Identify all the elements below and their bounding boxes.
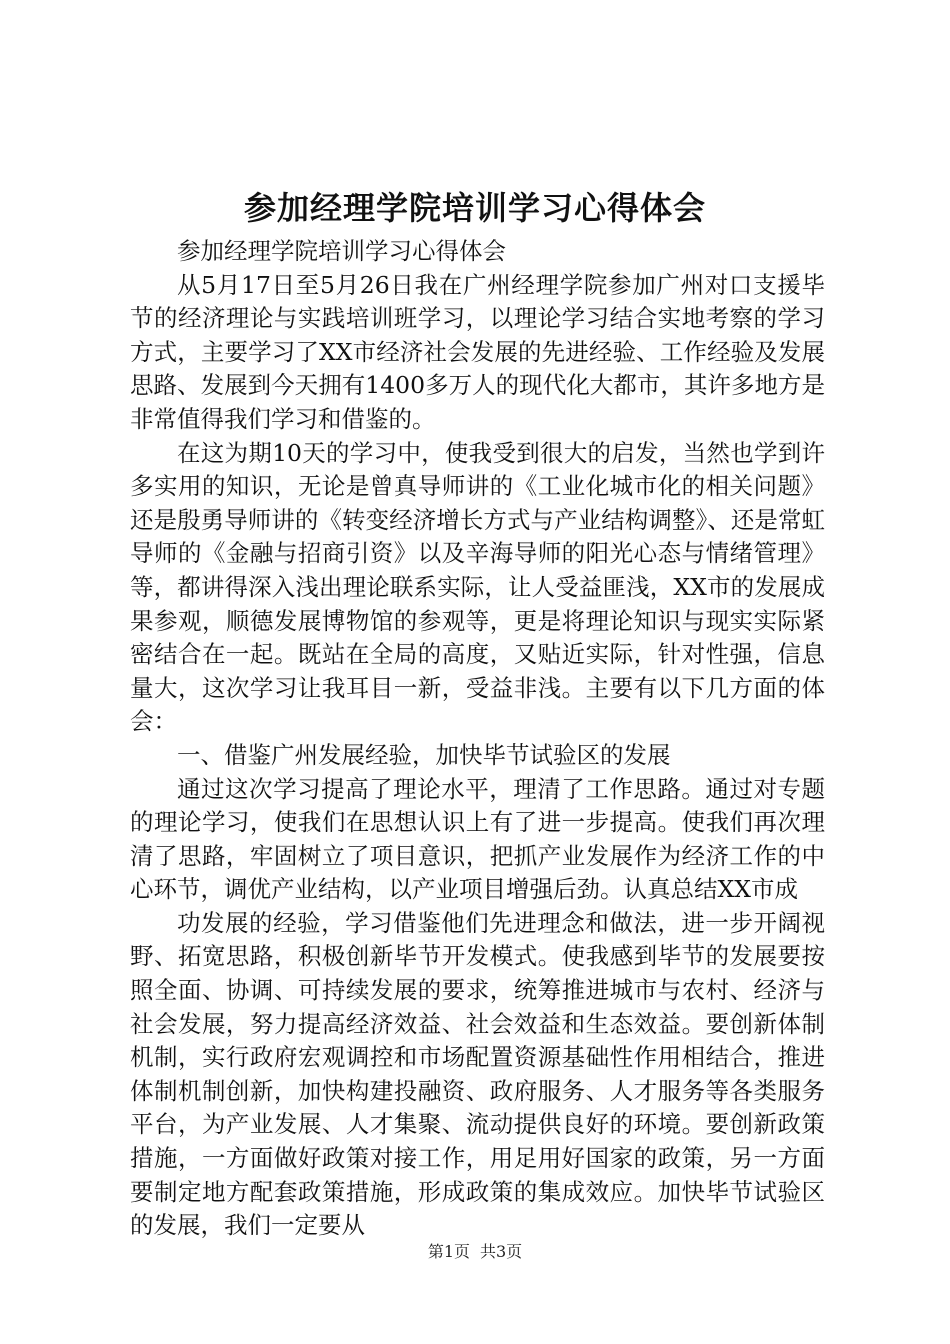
section-heading: 一、借鉴广州发展经验，加快毕节试验区的发展 xyxy=(177,740,671,769)
document-title: 参加经理学院培训学习心得体会 xyxy=(243,189,706,227)
body-paragraph: 通过这次学习提高了理论水平，理清了工作思路。通过对专题的理论学习，使我们在思想认识上有了进一步提高。使我们再次理清了思路，牢固树立了项目意识，把抓产业发展作为经济工作的中心环节，调优产业结构，以产业项目增强后劲。认真总结XX市成 xyxy=(130,774,825,904)
page-footer xyxy=(0,1241,950,1263)
page-total: 共3页 xyxy=(480,1242,523,1261)
body-paragraph: 从5月17日至5月26日我在广州经理学院参加广州对口支援毕节的经济理论与实践培训班学习，以理论学习结合实地考察的学习方式，主要学习了XX市经济社会发展的先进经验、工作经验及发展思路、发展到今天拥有1400多万人的现代化大都市，其许多地方是非常值得我们学习和借鉴的。 xyxy=(130,270,825,433)
document-body xyxy=(130,235,825,1243)
body-paragraph: 参加经理学院培训学习心得体会 xyxy=(177,237,506,265)
body-paragraph: 在这为期10天的学习中，使我受到很大的启发，当然也学到许多实用的知识，无论是曾真导师讲的《工业化城市化的相关问题》还是殷勇导师讲的《转变经济增长方式与产业结构调整》、还是常虹导师的《金融与招商引资》以及辛海导师的阳光心态与情绪管理》等，都讲得深入浅出理论联系实际，让人受益匪浅，XX市的发展成果参观，顺德发展博物馆的参观等，更是将理论知识与现实实际紧密结合在一起。既站在全局的高度，又贴近实际，针对性强，信息量大，这次学习让我耳目一新，受益非浅。主要有以下几方面的体会： xyxy=(130,438,825,736)
page-number: 第1页 xyxy=(427,1242,470,1261)
body-paragraph: 功发展的经验，学习借鉴他们先进理念和做法，进一步开阔视野、拓宽思路，积极创新毕节开发模式。使我感到毕节的发展要按照全面、协调、可持续发展的要求，统筹推进城市与农村、经济与社会发展，努力提高经济效益、社会效益和生态效益。要创新体制机制，实行政府宏观调控和市场配置资源基础性作用相结合，推进体制机制创新，加快构建投融资、政府服务、人才服务等各类服务平台，为产业发展、人才集聚、流动提供良好的环境。要创新政策措施，一方面做好政策对接工作，用足用好国家的政策，另一方面要制定地方配套政策措施，形成政策的集成效应。加快毕节试验区的发展，我们一定要从 xyxy=(130,908,825,1240)
